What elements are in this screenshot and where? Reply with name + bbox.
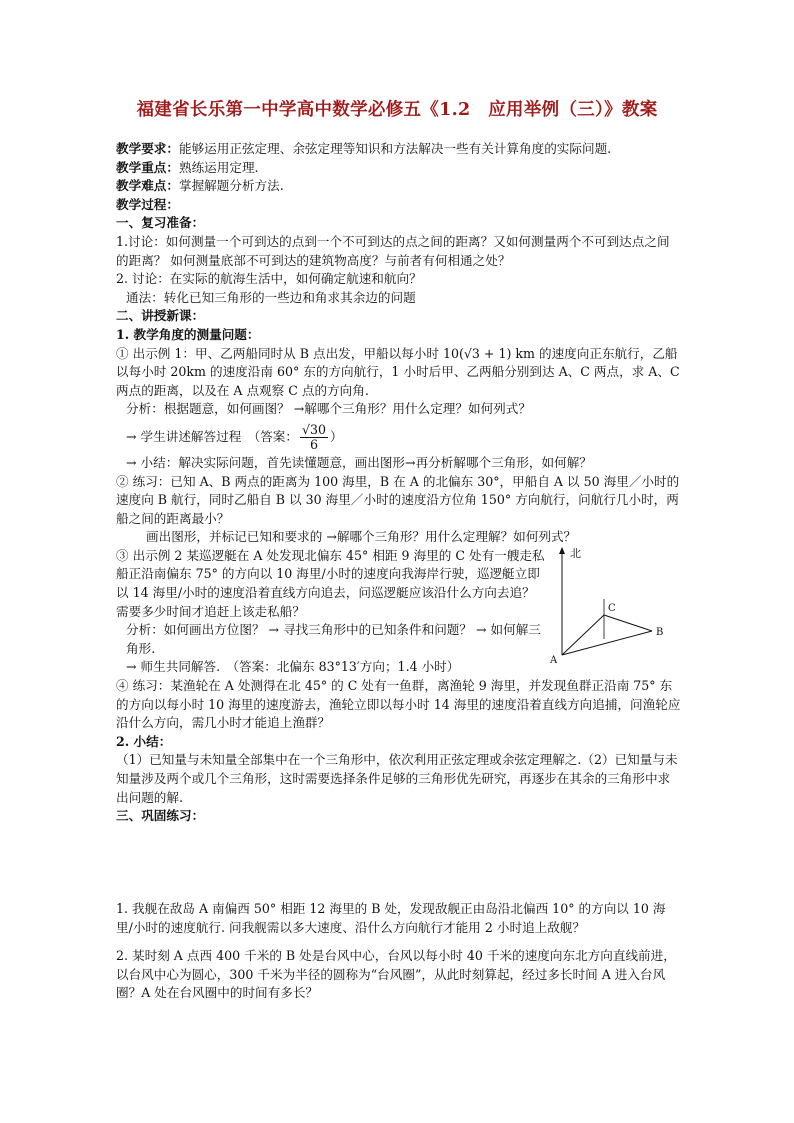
- answer-numerator: √30: [301, 421, 327, 437]
- example-1-solution: [116, 423, 682, 452]
- lesson-body: [116, 140, 682, 826]
- exercise-2-analysis: 画出图形，并标记已知和要求的 →解哪个三角形？用什么定理解？如何列式？: [146, 529, 577, 545]
- example-3-analysis: 分析：如何画出方位图？ → 寻找三角形中的已知条件和问题？ → 如何解三角形.: [126, 622, 541, 656]
- teaching-process-label: 教学过程：: [116, 196, 179, 212]
- review-item-2: 2. 讨论：在实际的航海生活中，如何确定航速和航向？: [116, 271, 422, 287]
- teaching-key-point: [116, 159, 682, 178]
- difficulty-text: 掌握解题分析方法.: [178, 178, 284, 194]
- example-3-block: [116, 547, 682, 677]
- subsection-summary: 2. 小结：: [116, 733, 172, 749]
- example-3-text-column: [116, 547, 546, 677]
- point-a-label: A: [550, 654, 558, 666]
- north-label: 北: [570, 546, 581, 560]
- review-item-1: 1.讨论：如何测量一个可到达的点到一个不可到达的点之间的距离？又如何测量两个不可到达点之间的距离？ 如何测量底部不可到达的建筑物高度？与前者有何相通之处？: [116, 233, 670, 268]
- line-c-b: [604, 615, 652, 631]
- solution-prefix: → 学生讲述解答过程 （答案：: [126, 428, 298, 444]
- example-3-solution: → 师生共同解答. （答案：北偏东 83°13′方向；1.4 小时）: [126, 659, 460, 675]
- review-method: 通法：转化已知三角形的一些边和角求其余边的问题: [126, 289, 416, 305]
- line-a-b: [562, 631, 652, 655]
- practice-question-2: 2. 某时刻 A 点西 400 千米的 B 处是台风中心，台风以每小时 40 千米的速度向东北方向直线前进，以台风中心为圆心，300 千米为半径的圆称为“台风圈”，从此时刻算起，经过多长时间 A 进入台风圈？A 处在台风圈中的时间有多长？: [116, 948, 676, 1001]
- exercise-2: ② 练习：已知 A、B 两点的距离为 100 海里，B 在 A 的北偏东 30°，甲船自 A 以 50 海里／小时的速度向 B 航行，同时乙船自 B 以 30 海里／小时的速度沿方位角 150° 方向航行，问航行几小时，两船之间的距离最小？: [116, 473, 680, 526]
- page-title: 福建省长乐第一中学高中数学必修五《1.2 应用举例（三）》教案: [136, 100, 658, 120]
- bearing-diagram: [548, 543, 676, 667]
- section-3-heading: 三、巩固练习：: [116, 808, 205, 824]
- answer-denominator: 6: [310, 436, 319, 452]
- summary-text: （1）已知量与未知量全部集中在一个三角形中，依次利用正弦定理或余弦定理解之.（2）已知量与未知量涉及两个或几个三角形，这时需要选择条件足够的三角形优先研究，再逐步在其余的三角形中求出问题的解.: [116, 752, 678, 805]
- point-c-label: C: [608, 602, 616, 614]
- practice-exercises: [116, 900, 682, 1003]
- example-1-summary: → 小结：解决实际问题，首先读懂题意，画出图形→再分析解哪个三角形，如何解？: [126, 454, 592, 470]
- section-2-heading: 二、讲授新课：: [116, 308, 205, 324]
- example-3: ③ 出示例 2 某巡逻艇在 A 处发现北偏东 45° 相距 9 海里的 C 处有一艘走私船正沿南偏东 75° 的方向以 10 海里/小时的速度向我海岸行驶，巡逻艇立即以 14 海里/小时的速度沿着直线方向追去，问巡逻艇应该沿什么方向去追？需要多少时间才追赶上该走私船？: [116, 547, 545, 619]
- requirement-label: 教学要求：: [116, 141, 179, 156]
- north-arrow-icon: [559, 547, 565, 554]
- exercise-4: ④ 练习：某渔轮在 A 处测得在北 45° 的 C 处有一鱼群，离渔轮 9 海里，并发现鱼群正沿南 75° 东的方向以每小时 10 海里的速度游去，渔轮立即以每小时 14 海里的速度沿着直线方向追捕，问渔轮应沿什么方向，需几小时才能追上渔群？: [116, 678, 681, 731]
- teaching-requirement: [116, 140, 682, 159]
- practice-question-1: 1. 我舰在敌岛 A 南偏西 50° 相距 12 海里的 B 处，发现敌舰正由岛沿北偏西 10° 的方向以 10 海里/小时的速度航行. 问我舰需以多大速度、沿什么方向航行才能用 2 小时追上敌舰？: [116, 901, 666, 935]
- key-point-text: 熟练运用定理.: [178, 159, 259, 175]
- point-b-label: B: [656, 626, 664, 638]
- subsection-angle-measure: 1. 教学角度的测量问题：: [116, 326, 260, 342]
- answer-fraction: [300, 423, 328, 452]
- teaching-difficulty: [116, 177, 682, 196]
- solution-suffix: ）: [330, 428, 343, 444]
- section-1-heading: 一、复习准备：: [116, 215, 205, 231]
- difficulty-label: 教学难点：: [116, 178, 179, 194]
- example-1: ① 出示例 1：甲、乙两船同时从 B 点出发，甲船以每小时 10(√3 + 1) km 的速度向正东航行，乙船以每小时 20km 的速度沿南 60° 东的方向航行，1 小时后甲、乙两船分别到达 A、C 两点，求 A、C 两点的距离，以及在 A 点观察 C 点的方向角.: [116, 345, 680, 398]
- key-point-label: 教学重点：: [116, 159, 179, 175]
- requirement-text: 能够运用正弦定理、余弦定理等知识和方法解决一些有关计算角度的实际问题.: [178, 141, 612, 156]
- example-1-analysis: 分析：根据题意，如何画图？ →解哪个三角形？用什么定理？如何列式？: [126, 401, 531, 417]
